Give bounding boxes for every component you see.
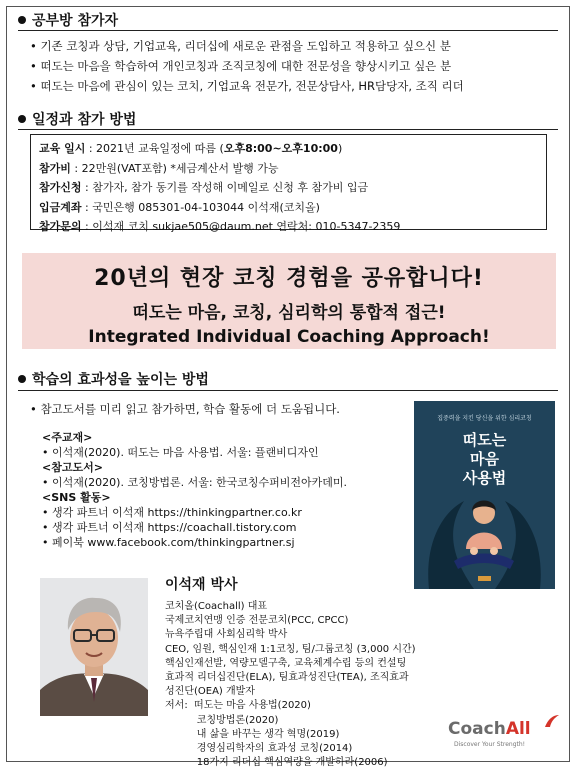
- logo-swoosh-icon: [544, 713, 560, 729]
- section2-divider: [18, 129, 558, 130]
- logo-text-coach: Coach: [448, 719, 506, 739]
- profile-details: [165, 600, 416, 770]
- book-illustration-icon: [414, 401, 555, 589]
- profile-line: 내 삶을 바꾸는 생각 혁명(2019): [165, 728, 340, 740]
- info-row-fee: 참가비 : 22만원(VAT포함) *세금계산서 발행 가능: [39, 161, 279, 175]
- bullet-dot-icon: [18, 16, 26, 24]
- profile-line: 국제코치연맹 인증 전문코치(PCC, CPCC): [165, 615, 349, 627]
- headline-banner: [22, 253, 556, 349]
- ref-item: • 이석재(2020). 코칭방법론. 서울: 한국코칭수퍼비전아카데미.: [42, 476, 348, 489]
- sns-link[interactable]: • 페이북 www.facebook.com/thinkingpartner.sj: [42, 536, 295, 549]
- banner-line-3: Integrated Individual Coaching Approach!: [88, 327, 490, 347]
- section3-intro: • 참고도서를 미리 읽고 참가하면, 학습 활동에 더 도움됩니다.: [30, 399, 340, 419]
- profile-line: 코칭방법론(2020): [165, 714, 279, 726]
- book-title: 떠도는 마음 사용법: [462, 431, 507, 487]
- info-row-date: 교육 일시 : 2021년 교육일정에 따름 (오후8:00~오후10:00): [39, 142, 343, 155]
- logo-text-all: All: [505, 719, 531, 739]
- profile-line: 효과적 리더십진단(ELA), 팀효과성진단(TEA), 조직효과: [165, 672, 409, 684]
- section1-bullets: [30, 36, 464, 96]
- list-item: • 떠도는 마음에 관심이 있는 코치, 기업교육 전문가, 전문상담사, HR담당자, 조직 리더: [30, 76, 464, 96]
- reference-list: [42, 430, 347, 550]
- profile-line: 저서: 떠도는 마음 사용법(2020): [165, 700, 311, 712]
- person-portrait-icon: [40, 578, 148, 716]
- section2-heading: [18, 109, 136, 129]
- profile-line: 뉴욕주립대 사회심리학 박사: [165, 629, 288, 641]
- info-row-apply: 참가신청 : 참가자, 참가 동기를 작성해 이메일로 신청 후 참가비 입금: [39, 181, 369, 194]
- profile-line: 핵심인재선발, 역량모델구축, 교육체계수립 등의 컨설팅: [165, 657, 407, 669]
- section1-title: 공부방 참가자: [32, 13, 119, 29]
- sns-label: <SNS 활동>: [42, 491, 111, 504]
- bullet-dot-icon: [18, 115, 26, 123]
- main-text-label: <주교재>: [42, 431, 93, 444]
- list-item: • 기존 코칭과 상담, 기업교육, 리더십에 새로운 관점을 도입하고 적용하고 싶으신 분: [30, 36, 464, 56]
- sns-link[interactable]: • 생각 파트너 이석재 https://coachall.tistory.com: [42, 521, 297, 534]
- list-item: • 떠도는 마음을 학습하여 개인코칭과 조직코칭에 대한 전문성을 향상시키고 싶은 분: [30, 56, 464, 76]
- coachall-logo: [448, 713, 560, 753]
- section3-title: 학습의 효과성을 높이는 방법: [32, 372, 209, 388]
- book-cover-image: [414, 401, 555, 589]
- profile-name: 이석재 박사: [165, 577, 238, 593]
- sns-link[interactable]: • 생각 파트너 이석재 https://thinkingpartner.co.kr: [42, 506, 302, 519]
- bullet-dot-icon: [18, 375, 26, 383]
- section1-divider: [18, 30, 558, 31]
- banner-line-1: 20년의 현장 코칭 경험을 공유합니다!: [94, 266, 484, 291]
- section3-heading: [18, 369, 209, 389]
- info-row-account: 입금계좌 : 국민은행 085301-04-103044 이석재(코치올): [39, 200, 320, 214]
- logo-tagline: Discover Your Strength!: [454, 741, 526, 748]
- profile-line: 경영심리학자의 효과성 코칭(2014): [165, 743, 353, 755]
- book-subtitle: 집중력을 지킨 당신을 위한 심리코칭: [437, 415, 532, 422]
- ref-label: <참고도서>: [42, 461, 103, 474]
- profile-line: 성진단(OEA) 개발자: [165, 686, 255, 698]
- section3-divider: [18, 390, 558, 391]
- profile-photo: [40, 578, 148, 716]
- section2-title: 일정과 참가 방법: [32, 112, 137, 128]
- profile-line: 18가지 리더십 핵심역량을 개발하라(2006): [165, 757, 388, 769]
- profile-line: 코치올(Coachall) 대표: [165, 601, 268, 612]
- info-row-contact: 참가문의 : 이석재 코치 sukjae505@daum.net 연락처: 010-5347-2359: [39, 220, 401, 233]
- section1-heading: [18, 10, 118, 30]
- profile-line: CEO, 임원, 핵심인재 1:1코칭, 팀/그룹코칭 (3,000 시간): [165, 643, 416, 655]
- schedule-info-box: [30, 134, 547, 233]
- main-text-item: • 이석재(2020). 떠도는 마음 사용법. 서울: 플랜비디자인: [42, 446, 319, 459]
- banner-line-2: 떠도는 마음, 코칭, 심리학의 통합적 접근!: [132, 303, 446, 323]
